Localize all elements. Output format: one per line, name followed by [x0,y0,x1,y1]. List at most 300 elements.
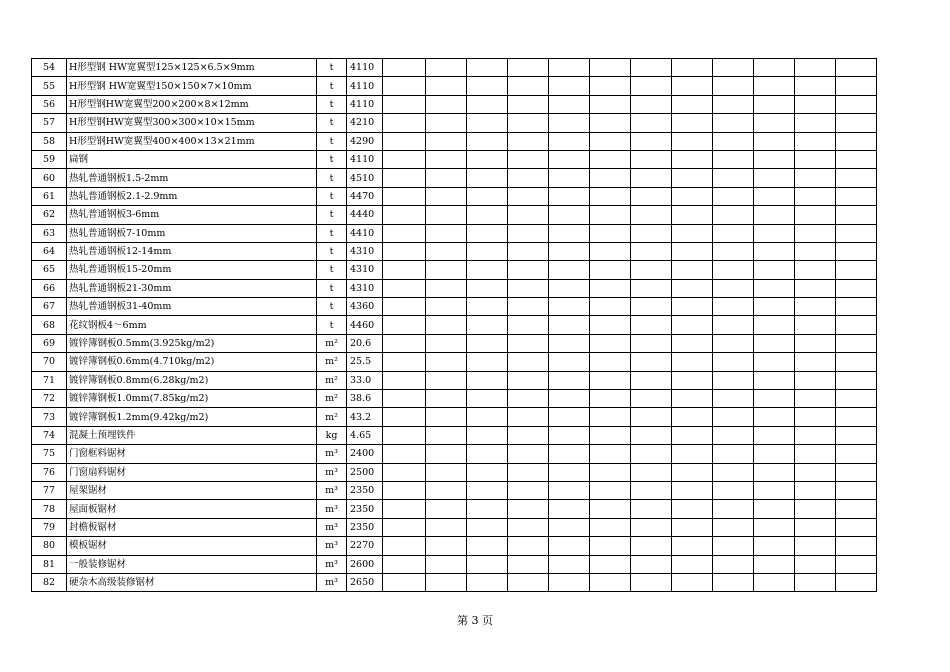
item-number: 60 [32,169,67,187]
empty-cell [672,408,713,426]
table-row [32,445,877,463]
empty-cell [672,334,713,352]
empty-cell [508,555,549,573]
empty-cell [672,537,713,555]
item-unit: t [317,316,347,334]
empty-cell [795,463,836,481]
empty-cell [672,242,713,260]
empty-cell [836,353,877,371]
empty-cell [508,408,549,426]
table-row [32,95,877,113]
empty-cell [795,279,836,297]
empty-cell [426,95,467,113]
item-unit: m³ [317,445,347,463]
empty-cell [631,463,672,481]
table-row [32,77,877,95]
empty-cell [508,390,549,408]
empty-cell [590,206,631,224]
empty-cell [549,224,590,242]
empty-cell [713,334,754,352]
empty-cell [590,390,631,408]
empty-cell [754,426,795,444]
empty-cell [383,187,426,205]
item-name: 热轧普通钢板21-30mm [67,279,317,297]
empty-cell [836,334,877,352]
item-price: 2400 [347,445,383,463]
empty-cell [549,187,590,205]
table-row [32,518,877,536]
empty-cell [713,298,754,316]
empty-cell [467,481,508,499]
item-price: 4310 [347,279,383,297]
empty-cell [754,95,795,113]
empty-cell [631,77,672,95]
empty-cell [549,242,590,260]
empty-cell [795,187,836,205]
item-price: 33.0 [347,371,383,389]
table-row [32,59,877,77]
empty-cell [549,206,590,224]
empty-cell [836,187,877,205]
empty-cell [549,390,590,408]
empty-cell [672,500,713,518]
empty-cell [836,279,877,297]
item-price: 2270 [347,537,383,555]
empty-cell [631,481,672,499]
empty-cell [467,371,508,389]
empty-cell [836,463,877,481]
empty-cell [836,242,877,260]
empty-cell [508,426,549,444]
item-number: 81 [32,555,67,573]
empty-cell [467,59,508,77]
item-name: H形型钢HW宽翼型300×300×10×15mm [67,114,317,132]
empty-cell [713,114,754,132]
empty-cell [467,426,508,444]
empty-cell [383,555,426,573]
item-name: 镀锌簿钢板0.6mm(4.710kg/m2) [67,353,317,371]
empty-cell [713,481,754,499]
empty-cell [754,408,795,426]
empty-cell [549,426,590,444]
empty-cell [795,224,836,242]
empty-cell [383,463,426,481]
empty-cell [836,390,877,408]
empty-cell [754,481,795,499]
empty-cell [672,114,713,132]
item-number: 67 [32,298,67,316]
empty-cell [467,573,508,591]
empty-cell [467,150,508,168]
empty-cell [467,261,508,279]
empty-cell [672,518,713,536]
empty-cell [672,95,713,113]
empty-cell [467,224,508,242]
item-unit: m² [317,371,347,389]
item-unit: m³ [317,518,347,536]
item-price: 4290 [347,132,383,150]
item-name: 热轧普通钢板2.1-2.9mm [67,187,317,205]
empty-cell [795,59,836,77]
empty-cell [836,481,877,499]
empty-cell [713,426,754,444]
empty-cell [713,518,754,536]
item-price: 4360 [347,298,383,316]
empty-cell [383,353,426,371]
item-name: 热轧普通钢板3-6mm [67,206,317,224]
empty-cell [713,206,754,224]
table-row [32,390,877,408]
table-row [32,555,877,573]
empty-cell [467,95,508,113]
item-name: 门窗框料锯材 [67,445,317,463]
empty-cell [467,463,508,481]
empty-cell [713,371,754,389]
item-unit: m² [317,353,347,371]
empty-cell [426,353,467,371]
empty-cell [836,169,877,187]
empty-cell [836,408,877,426]
empty-cell [426,114,467,132]
table-row [32,298,877,316]
empty-cell [383,169,426,187]
item-unit: t [317,224,347,242]
empty-cell [549,114,590,132]
empty-cell [672,481,713,499]
empty-cell [795,445,836,463]
empty-cell [754,555,795,573]
empty-cell [508,334,549,352]
item-name: 镀锌簿钢板0.8mm(6.28kg/m2) [67,371,317,389]
empty-cell [631,59,672,77]
empty-cell [508,279,549,297]
empty-cell [590,224,631,242]
item-number: 71 [32,371,67,389]
empty-cell [795,353,836,371]
item-name: 镀锌簿钢板1.0mm(7.85kg/m2) [67,390,317,408]
item-number: 68 [32,316,67,334]
item-price: 4.65 [347,426,383,444]
empty-cell [672,224,713,242]
empty-cell [467,77,508,95]
empty-cell [754,187,795,205]
table-row [32,353,877,371]
table-row [32,114,877,132]
empty-cell [590,555,631,573]
empty-cell [467,114,508,132]
empty-cell [590,242,631,260]
item-price: 4110 [347,77,383,95]
empty-cell [795,334,836,352]
empty-cell [631,298,672,316]
item-unit: t [317,150,347,168]
empty-cell [590,187,631,205]
item-price: 4460 [347,316,383,334]
empty-cell [713,555,754,573]
empty-cell [508,537,549,555]
empty-cell [383,537,426,555]
empty-cell [426,445,467,463]
empty-cell [383,500,426,518]
empty-cell [631,426,672,444]
empty-cell [590,114,631,132]
empty-cell [590,132,631,150]
empty-cell [631,316,672,334]
table-row [32,169,877,187]
empty-cell [549,445,590,463]
empty-cell [713,261,754,279]
empty-cell [590,408,631,426]
page-number: 第 3 页 [457,614,493,627]
price-table [31,58,877,592]
item-unit: t [317,279,347,297]
empty-cell [549,463,590,481]
item-price: 43.2 [347,408,383,426]
table-row [32,132,877,150]
empty-cell [383,279,426,297]
empty-cell [549,261,590,279]
empty-cell [631,518,672,536]
item-unit: t [317,77,347,95]
empty-cell [754,316,795,334]
empty-cell [508,114,549,132]
empty-cell [426,279,467,297]
empty-cell [590,261,631,279]
item-unit: m³ [317,500,347,518]
item-price: 2500 [347,463,383,481]
empty-cell [467,316,508,334]
empty-cell [426,334,467,352]
empty-cell [590,316,631,334]
empty-cell [631,169,672,187]
empty-cell [590,518,631,536]
table-row [32,242,877,260]
table-row [32,463,877,481]
empty-cell [836,150,877,168]
empty-cell [795,573,836,591]
empty-cell [508,77,549,95]
empty-cell [754,390,795,408]
empty-cell [549,298,590,316]
empty-cell [631,537,672,555]
empty-cell [549,371,590,389]
empty-cell [590,298,631,316]
empty-cell [795,316,836,334]
item-unit: t [317,206,347,224]
empty-cell [467,132,508,150]
empty-cell [754,77,795,95]
empty-cell [426,426,467,444]
empty-cell [795,408,836,426]
empty-cell [508,500,549,518]
empty-cell [383,408,426,426]
empty-cell [467,169,508,187]
empty-cell [754,224,795,242]
empty-cell [754,518,795,536]
empty-cell [549,169,590,187]
item-name: 屋架锯材 [67,481,317,499]
empty-cell [713,242,754,260]
empty-cell [754,261,795,279]
empty-cell [672,371,713,389]
item-price: 2650 [347,573,383,591]
item-number: 54 [32,59,67,77]
empty-cell [836,316,877,334]
empty-cell [672,426,713,444]
empty-cell [508,169,549,187]
item-unit: t [317,132,347,150]
empty-cell [508,242,549,260]
empty-cell [754,132,795,150]
empty-cell [754,353,795,371]
empty-cell [383,573,426,591]
empty-cell [713,408,754,426]
empty-cell [426,206,467,224]
empty-cell [631,187,672,205]
empty-cell [426,298,467,316]
item-number: 80 [32,537,67,555]
item-price: 4410 [347,224,383,242]
item-unit: m² [317,390,347,408]
item-unit: m² [317,334,347,352]
empty-cell [426,261,467,279]
empty-cell [754,169,795,187]
empty-cell [426,537,467,555]
item-name: 镀锌簿钢板1.2mm(9.42kg/m2) [67,408,317,426]
empty-cell [426,224,467,242]
table-row [32,500,877,518]
empty-cell [795,518,836,536]
empty-cell [549,77,590,95]
empty-cell [383,206,426,224]
item-unit: t [317,114,347,132]
item-unit: t [317,242,347,260]
empty-cell [467,298,508,316]
empty-cell [549,334,590,352]
empty-cell [713,169,754,187]
empty-cell [590,426,631,444]
empty-cell [590,169,631,187]
item-number: 56 [32,95,67,113]
table-row [32,150,877,168]
empty-cell [590,334,631,352]
empty-cell [713,224,754,242]
empty-cell [795,261,836,279]
item-name: 门窗扇料锯材 [67,463,317,481]
empty-cell [383,132,426,150]
empty-cell [426,408,467,426]
item-unit: m² [317,408,347,426]
item-number: 77 [32,481,67,499]
empty-cell [467,390,508,408]
empty-cell [713,500,754,518]
empty-cell [672,298,713,316]
item-unit: m³ [317,537,347,555]
empty-cell [508,187,549,205]
empty-cell [836,573,877,591]
item-name: 镀锌簿钢板0.5mm(3.925kg/m2) [67,334,317,352]
item-number: 72 [32,390,67,408]
table-row [32,187,877,205]
empty-cell [795,242,836,260]
item-number: 70 [32,353,67,371]
empty-cell [549,408,590,426]
empty-cell [631,371,672,389]
empty-cell [549,150,590,168]
empty-cell [590,371,631,389]
empty-cell [795,132,836,150]
empty-cell [590,279,631,297]
empty-cell [508,353,549,371]
empty-cell [672,132,713,150]
empty-cell [836,445,877,463]
empty-cell [795,555,836,573]
table-row [32,408,877,426]
item-number: 82 [32,573,67,591]
empty-cell [508,224,549,242]
empty-cell [795,169,836,187]
empty-cell [549,481,590,499]
empty-cell [426,187,467,205]
empty-cell [631,445,672,463]
empty-cell [383,298,426,316]
empty-cell [383,242,426,260]
empty-cell [549,518,590,536]
empty-cell [383,371,426,389]
empty-cell [508,298,549,316]
empty-cell [549,573,590,591]
empty-cell [672,445,713,463]
empty-cell [467,353,508,371]
empty-cell [590,150,631,168]
empty-cell [795,114,836,132]
empty-cell [549,316,590,334]
empty-cell [549,353,590,371]
item-price: 2350 [347,500,383,518]
empty-cell [426,518,467,536]
empty-cell [590,59,631,77]
empty-cell [508,371,549,389]
empty-cell [713,353,754,371]
empty-cell [836,555,877,573]
empty-cell [836,261,877,279]
empty-cell [549,132,590,150]
item-price: 4210 [347,114,383,132]
table-row [32,334,877,352]
item-number: 61 [32,187,67,205]
empty-cell [836,426,877,444]
item-number: 59 [32,150,67,168]
empty-cell [795,426,836,444]
item-price: 4470 [347,187,383,205]
empty-cell [508,445,549,463]
empty-cell [590,77,631,95]
table-row [32,224,877,242]
table-row [32,537,877,555]
empty-cell [754,59,795,77]
empty-cell [672,279,713,297]
empty-cell [713,463,754,481]
empty-cell [713,537,754,555]
item-price: 4110 [347,95,383,113]
empty-cell [426,150,467,168]
empty-cell [467,334,508,352]
empty-cell [383,77,426,95]
empty-cell [795,206,836,224]
item-price: 38.6 [347,390,383,408]
empty-cell [631,408,672,426]
empty-cell [836,371,877,389]
